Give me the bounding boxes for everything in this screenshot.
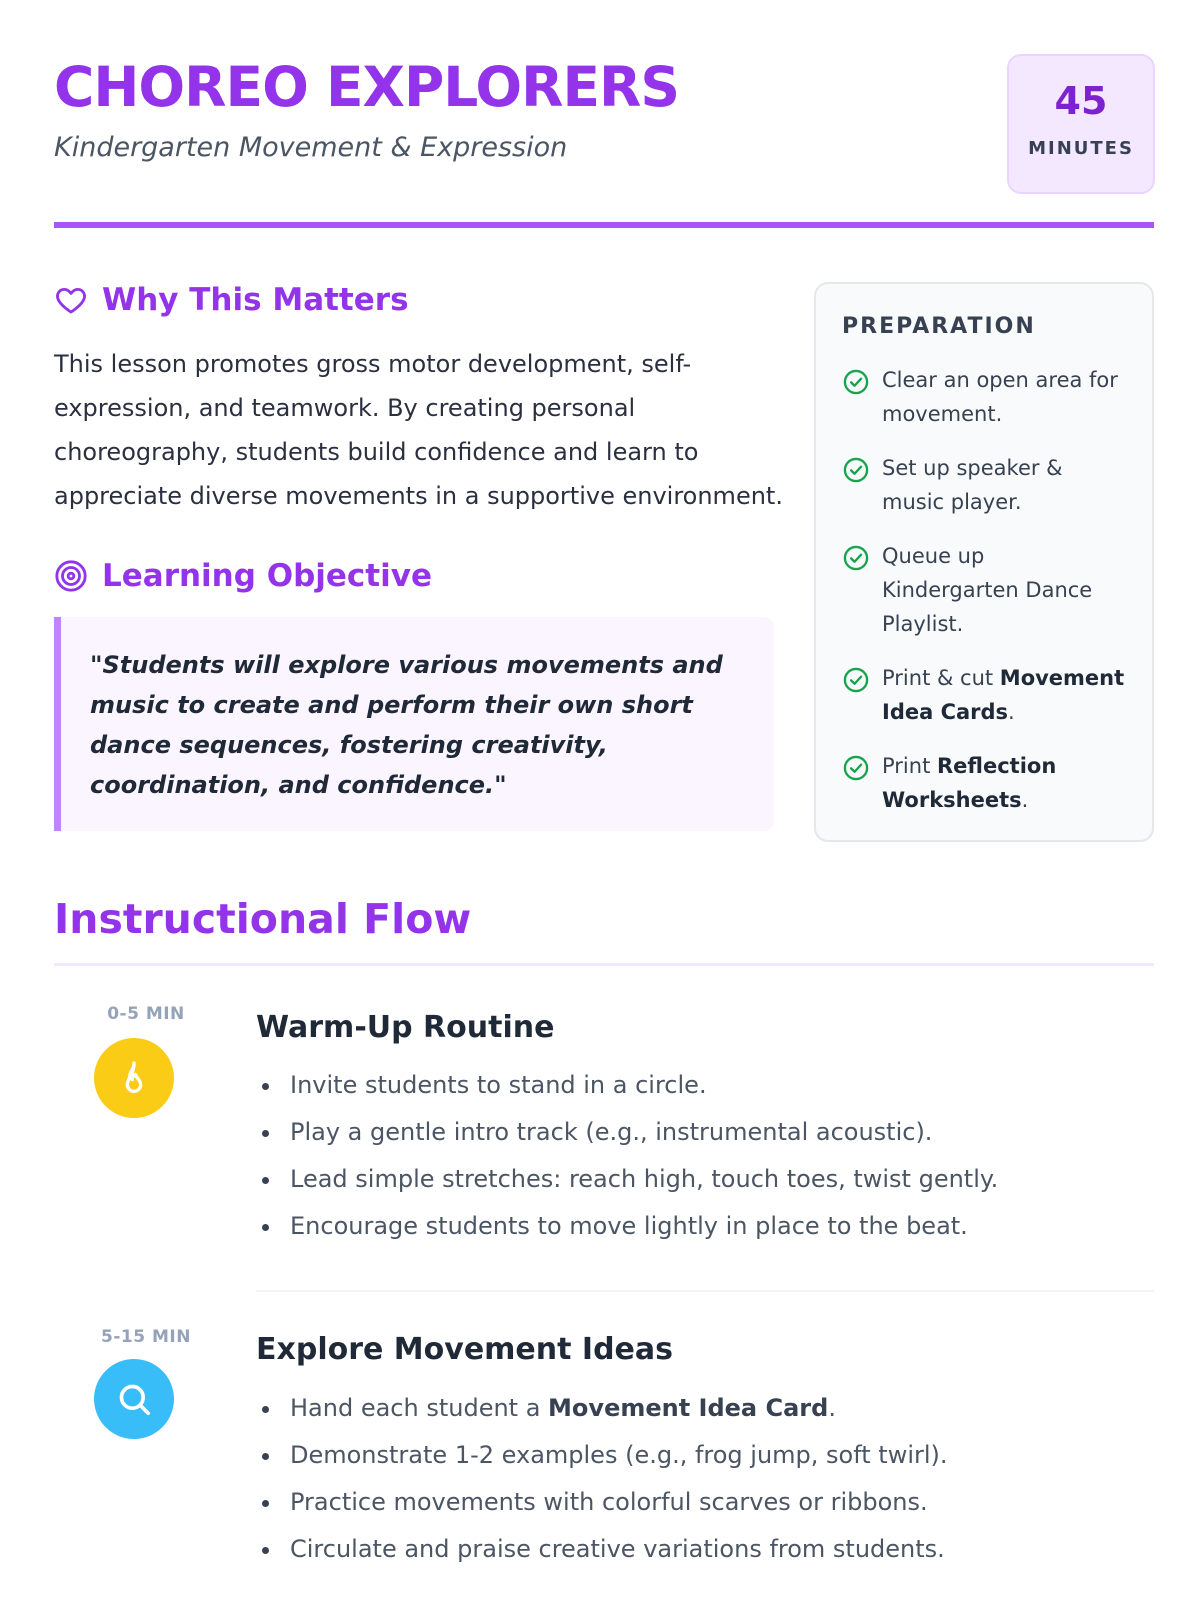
- step-bullet: [258, 1109, 1148, 1156]
- preparation-item: [842, 539, 1126, 641]
- step-time: 5-15 MIN: [101, 1327, 191, 1347]
- item-bold-text: Reflection Worksheets: [882, 754, 1057, 812]
- lesson-title: CHOREO EXPLORERS: [54, 55, 679, 119]
- check-circle-icon: [842, 666, 870, 694]
- flow-heading: Instructional Flow: [54, 895, 472, 943]
- preparation-card: [814, 282, 1154, 842]
- item-text: Circulate and praise creative variations from students.: [290, 1535, 945, 1563]
- item-text-suffix: .: [1008, 700, 1015, 724]
- objective-quote: "Students will explore various movements and music to create and perform their own short dance sequences, fostering creativity, coordination, and confidence.": [90, 651, 723, 799]
- duration-value: 45: [1054, 79, 1108, 123]
- item-text: Print: [882, 754, 937, 778]
- step-bullet: [258, 1479, 1148, 1526]
- objective-heading-text: Learning Objective: [102, 558, 432, 594]
- step-bullet: [258, 1203, 1148, 1250]
- item-text: Demonstrate 1-2 examples (e.g., frog jump, soft twirl).: [290, 1441, 948, 1469]
- step-bullet: [258, 1062, 1148, 1109]
- preparation-item: [842, 363, 1126, 431]
- item-text: Lead simple stretches: reach high, touch toes, twist gently.: [290, 1165, 999, 1193]
- objective-quote-box: [54, 617, 774, 831]
- target-icon: [54, 559, 88, 593]
- step-title: Warm-Up Routine: [256, 1010, 555, 1045]
- step-bullets: [258, 1062, 1148, 1250]
- preparation-item-text: [882, 661, 1126, 729]
- item-text: Encourage students to move lightly in place to the beat.: [290, 1212, 968, 1240]
- check-circle-icon: [842, 368, 870, 396]
- check-circle-icon: [842, 754, 870, 782]
- step-bullet: [258, 1526, 1148, 1573]
- flame-icon: [114, 1058, 154, 1098]
- item-text: Print & cut: [882, 666, 1000, 690]
- item-text: Invite students to stand in a circle.: [290, 1071, 707, 1099]
- item-text: Queue up Kindergarten Dance Playlist.: [882, 544, 1093, 636]
- heart-icon: [54, 283, 88, 317]
- lesson-header: [54, 50, 1154, 230]
- preparation-item-text: [882, 451, 1126, 519]
- check-circle-icon: [842, 456, 870, 484]
- item-bold-text: Movement Idea Cards: [882, 666, 1125, 724]
- item-text: Hand each student a: [290, 1394, 549, 1422]
- flow-divider: [54, 963, 1154, 966]
- item-text: Practice movements with colorful scarves or ribbons.: [290, 1488, 928, 1516]
- step-divider: [256, 1290, 1154, 1292]
- lesson-subtitle: Kindergarten Movement & Expression: [54, 132, 568, 163]
- preparation-item-text: [882, 539, 1126, 641]
- item-text: Play a gentle intro track (e.g., instrumental acoustic).: [290, 1118, 933, 1146]
- search-icon: [114, 1379, 154, 1419]
- preparation-heading: PREPARATION: [842, 314, 1036, 339]
- preparation-item-text: [882, 363, 1126, 431]
- preparation-item-text: [882, 749, 1126, 817]
- item-text-suffix: .: [1021, 788, 1029, 812]
- item-bold-text: Movement Idea Card: [548, 1394, 829, 1422]
- step-bullet: [258, 1156, 1148, 1203]
- preparation-list: [842, 363, 1126, 817]
- check-circle-icon: [842, 544, 870, 572]
- why-heading: [54, 282, 409, 318]
- objective-heading: [54, 558, 432, 594]
- step-title: Explore Movement Ideas: [256, 1332, 673, 1367]
- item-text: Clear an open area for movement.: [882, 368, 1118, 426]
- item-text: Set up speaker & music player.: [882, 456, 1063, 514]
- step-bullet: [258, 1432, 1148, 1479]
- preparation-item: [842, 661, 1126, 729]
- step-bullets: [258, 1385, 1148, 1573]
- preparation-item: [842, 749, 1126, 817]
- why-text: This lesson promotes gross motor development, self-expression, and teamwork. By creating personal choreography, students build confidence and learn to appreciate diverse movements in a supportive environment.: [54, 350, 783, 510]
- header-divider: [54, 222, 1154, 228]
- duration-unit: MINUTES: [1028, 138, 1134, 159]
- why-heading-text: Why This Matters: [102, 282, 409, 318]
- duration-badge: [1007, 54, 1155, 194]
- item-text-suffix: .: [828, 1394, 836, 1422]
- step-time: 0-5 MIN: [107, 1004, 185, 1024]
- step-bullet: [258, 1385, 1148, 1432]
- preparation-item: [842, 451, 1126, 519]
- step-icon-circle: [94, 1038, 174, 1118]
- step-icon-circle: [94, 1359, 174, 1439]
